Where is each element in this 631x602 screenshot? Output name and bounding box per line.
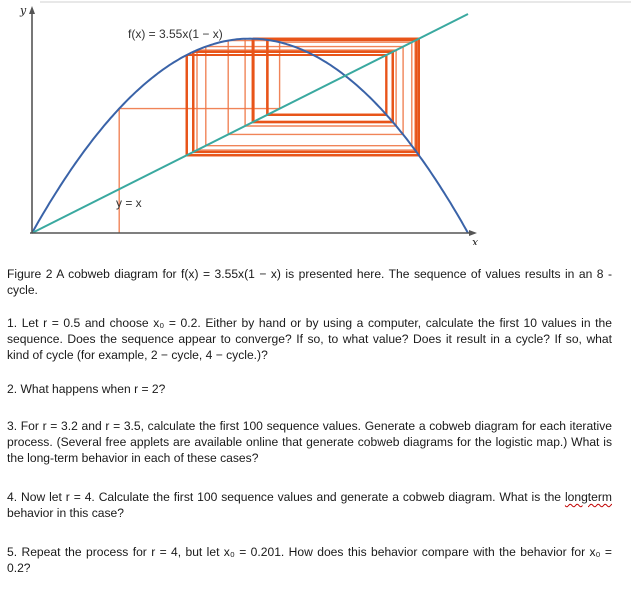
question-4-text-end: behavior in this case?	[7, 506, 124, 520]
cobweb-chart	[0, 0, 631, 245]
diagonal-label: y = x	[116, 196, 142, 210]
function-label: f(x) = 3.55x(1 − x)	[128, 27, 223, 41]
question-4	[7, 489, 612, 521]
y-axis-label: y	[20, 4, 27, 17]
x-axis-label: x	[472, 236, 479, 245]
question-4-text-start: 4. Now let r = 4. Calculate the first 100 sequence values and generate a cobweb diagram. What is the	[7, 490, 565, 504]
y-axis-arrow	[29, 6, 35, 14]
question-1: 1. Let r = 0.5 and choose x₀ = 0.2. Either by hand or by using a computer, calculate the first 10 values in the sequence. Does the sequence appear to converge? If so, to what value? Does it result in a cycle? If so, what kind of cycle (for example, 2 − cycle, 4 − cycle.)?	[7, 316, 612, 362]
question-2: 2. What happens when r = 2?	[7, 382, 166, 396]
question-5: 5. Repeat the process for r = 4, but let x₀ = 0.201. How does this behavior compare with the behavior for x₀ = 0.2?	[7, 545, 612, 575]
cobweb-figure	[0, 0, 631, 245]
spellcheck-flagged-word: longterm	[564, 490, 612, 504]
figure-caption: Figure 2 A cobweb diagram for f(x) = 3.55x(1 − x) is presented here. The sequence of values results in an 8 -cycle.	[7, 267, 612, 297]
question-3: 3. For r = 3.2 and r = 3.5, calculate the first 100 sequence values. Generate a cobweb diagram for each iterative process. (Several free applets are available online that generate cobweb diagrams for the logistic map.) What is the long-term behavior in each of these cases?	[7, 419, 612, 465]
